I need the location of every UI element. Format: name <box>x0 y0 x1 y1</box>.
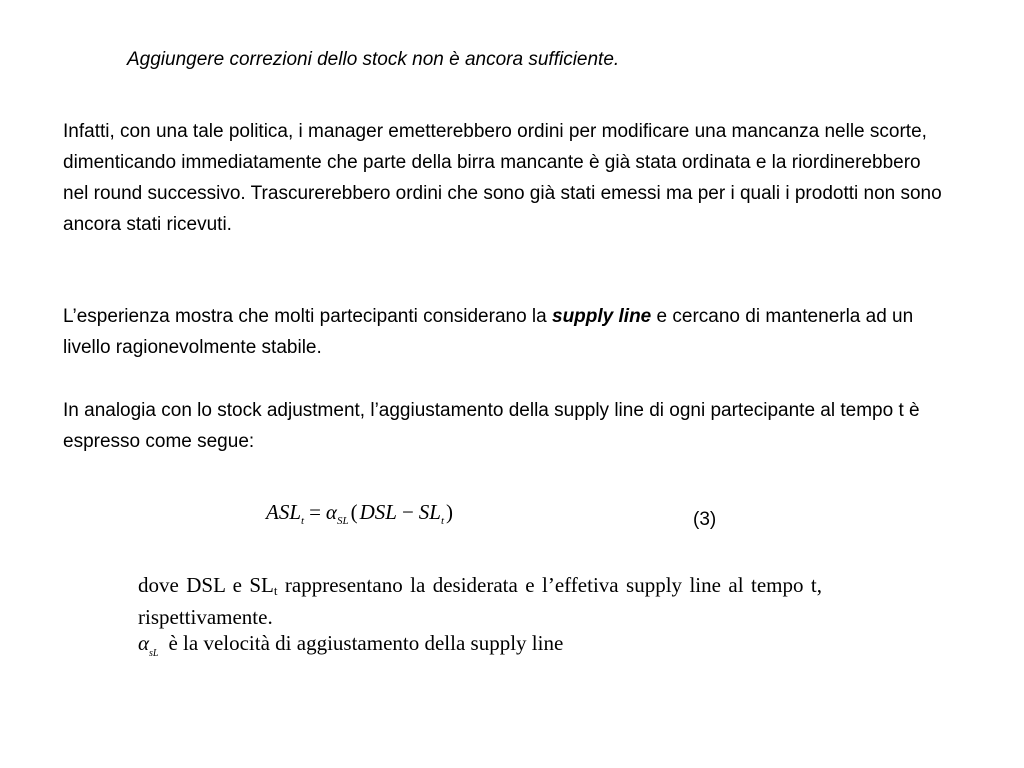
supply-line-emphasis: supply line <box>552 306 652 327</box>
intro-line: Aggiungere correzioni dello stock non è ancora sufficiente. <box>127 49 620 70</box>
formula-asl: ASL <box>266 500 302 524</box>
explanation-variables <box>138 572 822 631</box>
paragraph-supply-line <box>63 301 943 363</box>
explanation-sl-subscript: t <box>273 583 278 598</box>
alpha-subscript: sL <box>149 648 159 659</box>
formula-alpha-subscript: SL <box>336 515 349 527</box>
paragraph-stock-corrections: Infatti, con una tale politica, i manager emetterebbero ordini per modificare una mancanza nelle scorte, dimenticando immediatamente che parte della birra mancante è già stata ordinata e la riordinerebbero nel round successivo. Trascurerebbero ordini che sono già stati emessi ma per i quali i prodotti non sono ancora stati ricevuti. <box>63 121 942 235</box>
paragraph-supply-line-start: L’esperienza mostra che molti partecipanti considerano la <box>63 306 552 327</box>
formula-sl: SL <box>418 500 441 524</box>
equation-number: (3) <box>693 509 717 530</box>
paragraph-analogy: In analogia con lo stock adjustment, l’aggiustamento della supply line di ogni partecipante al tempo t è espresso come segue: <box>63 400 920 452</box>
alpha-symbol: α <box>138 631 150 655</box>
formula-sl-subscript: t <box>440 515 445 527</box>
formula-open-paren: ( <box>350 500 358 524</box>
formula-equals: = <box>309 500 321 524</box>
explanation-alpha <box>138 630 563 667</box>
paragraph-supply-line-end: e cercano di mantenerla ad un livello ragionevolmente stabile. <box>63 306 914 358</box>
explanation-end: rappresentano la desiderata e l’effetiva supply line al tempo t, rispettivamente. <box>138 573 822 629</box>
formula-minus: − <box>401 500 414 524</box>
equation-asl <box>266 500 455 527</box>
formula-close-paren: ) <box>446 500 454 524</box>
formula-asl-subscript: t <box>301 515 305 527</box>
formula-dsl: DSL <box>359 500 397 524</box>
explanation-start: dove DSL e SL <box>138 573 274 597</box>
formula-alpha: α <box>325 500 337 524</box>
alpha-definition: è la velocità di aggiustamento della supply line <box>168 631 564 655</box>
